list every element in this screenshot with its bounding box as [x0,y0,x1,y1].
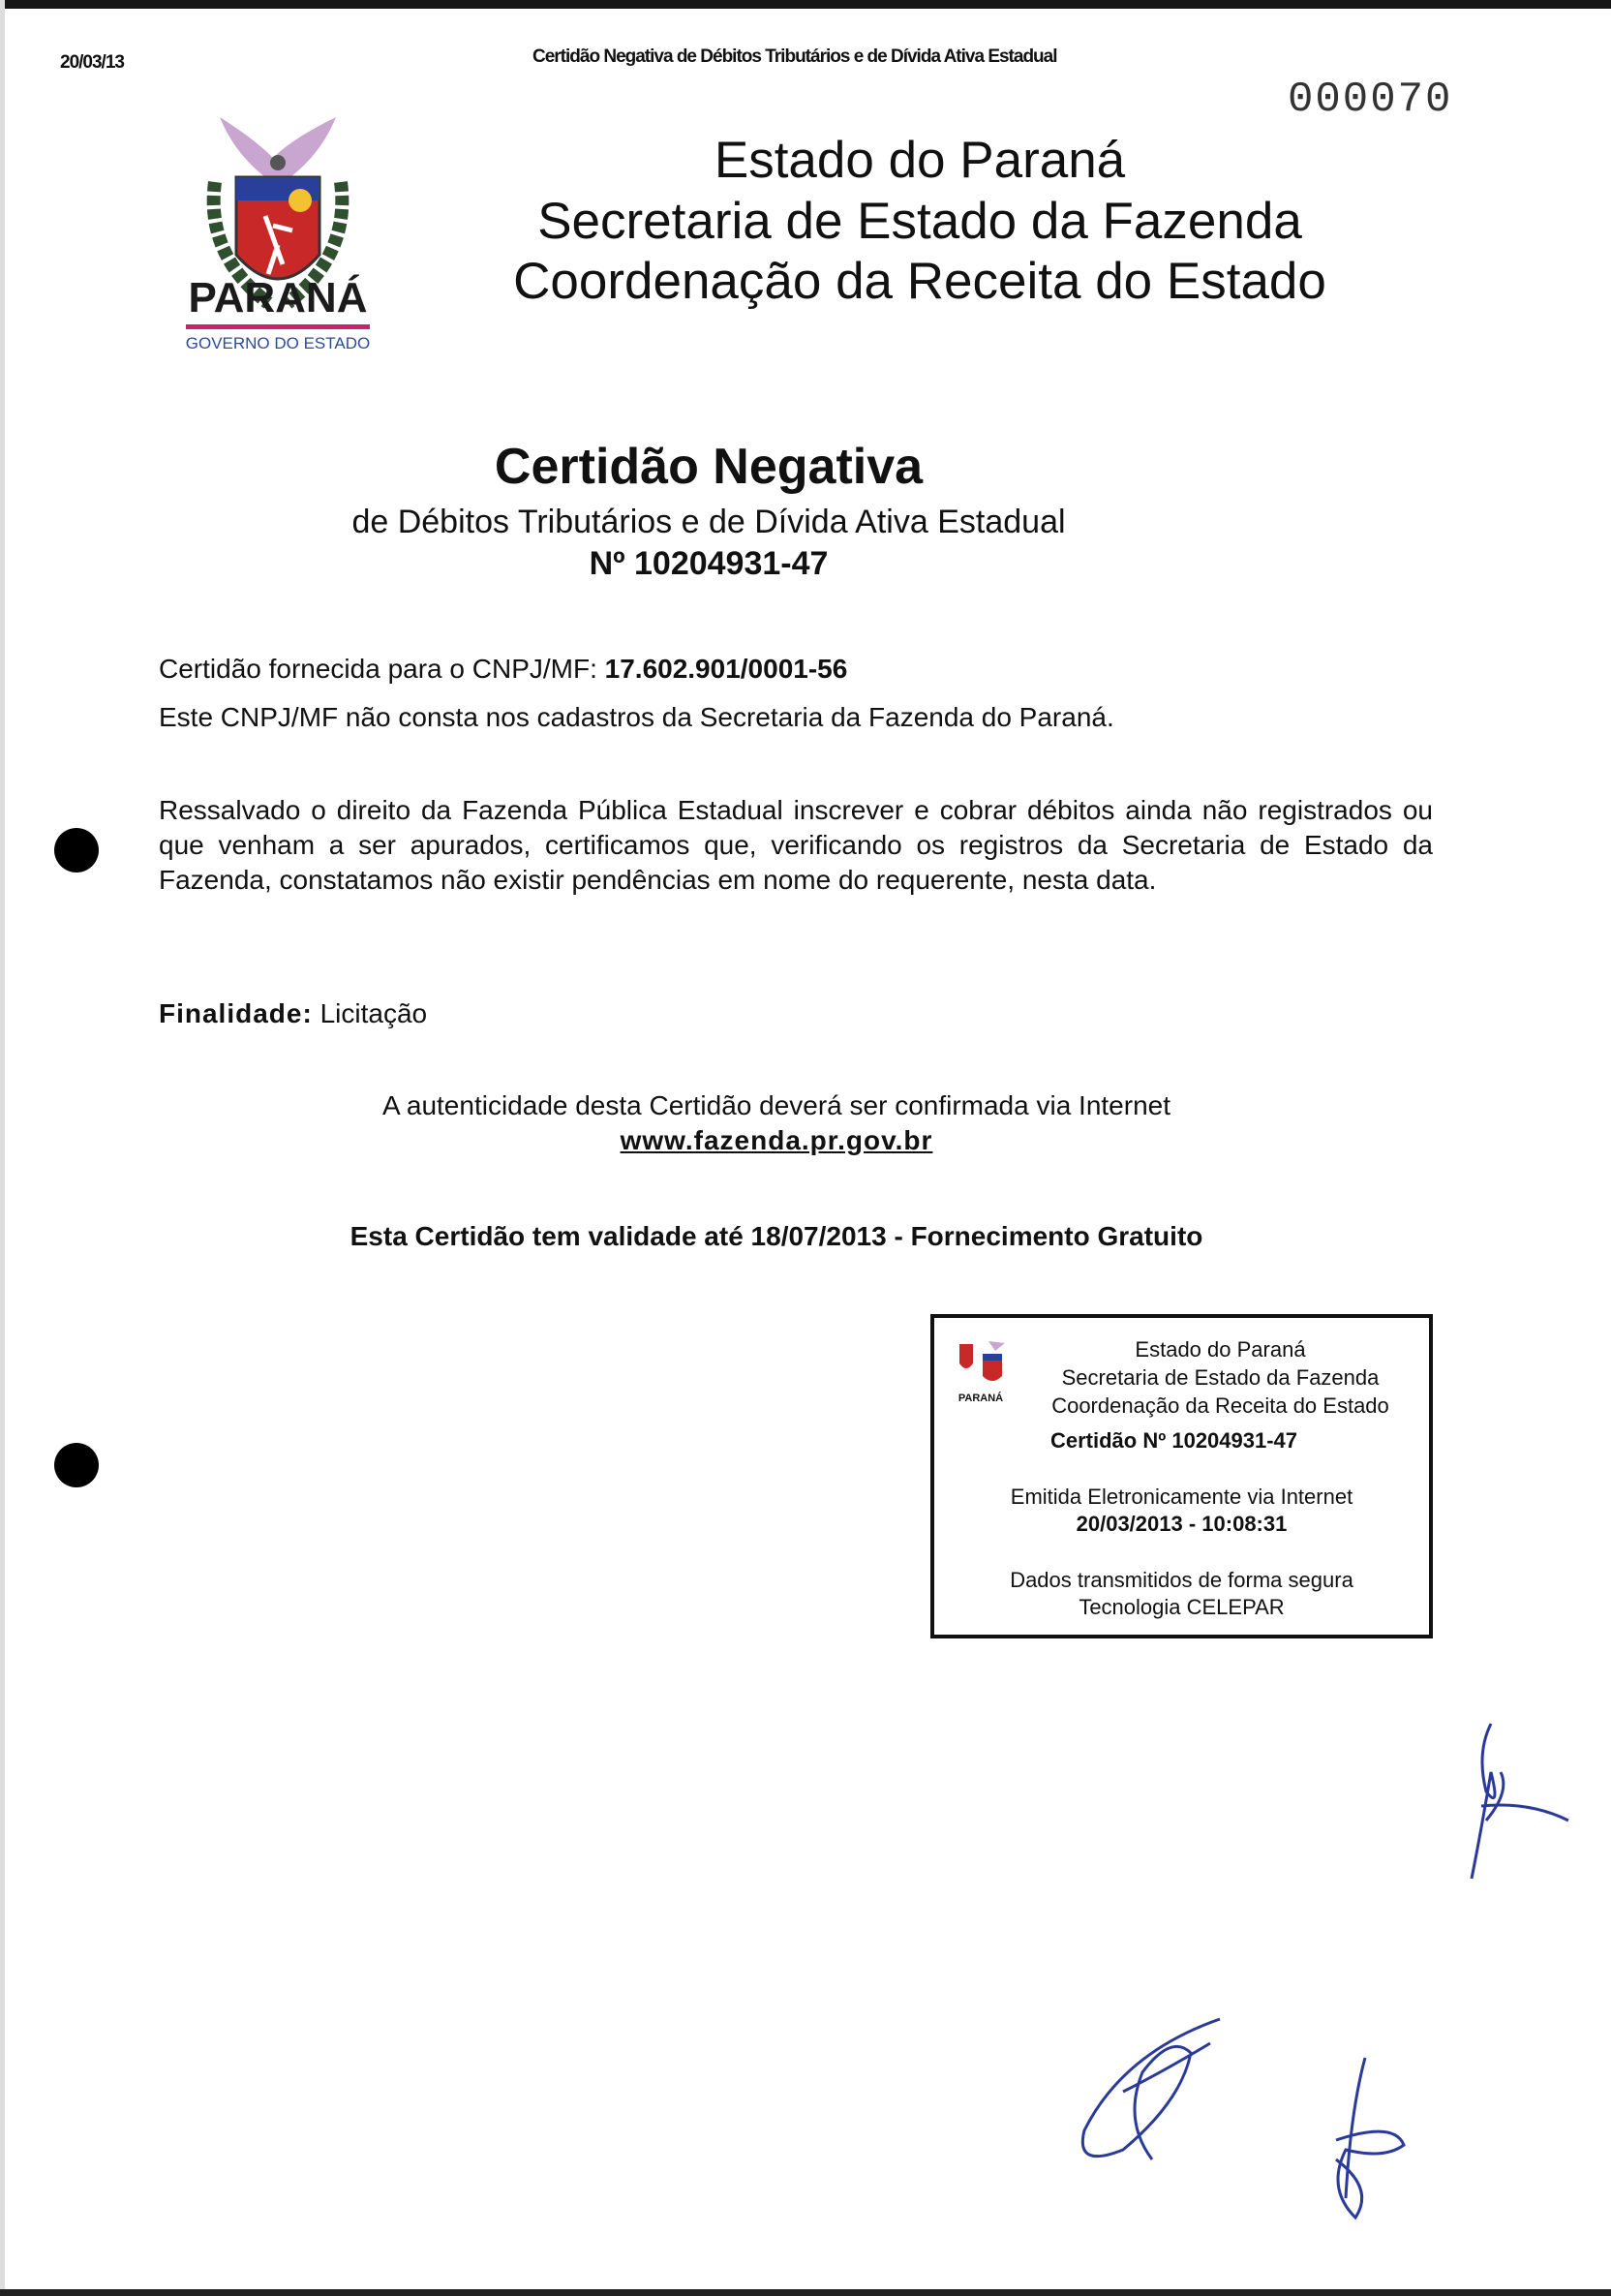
certificate-title: Certidão Negativa [494,439,924,495]
scan-top-edge [0,0,1611,9]
stamp-line-1: Estado do Paraná [1135,1337,1306,1362]
validity-note: Esta Certidão tem validade até 18/07/2013 - Fornecimento Gratuito [350,1221,1203,1251]
stamp-logo-text: PARANÁ [957,1393,1004,1404]
stamp-secure: Dados transmitidos de forma segura [1010,1568,1353,1592]
purpose-value: Licitação [319,998,428,1028]
stamp-cert-number: Certidão Nº 10204931-47 [1049,1428,1298,1453]
electronic-issue-stamp [930,1314,1433,1638]
scan-bottom-edge [0,2289,1611,2296]
binder-hole [54,1443,99,1487]
purpose-label: Finalidade: [159,998,313,1028]
cnpj-line [159,652,1433,687]
cnpj-label: Certidão fornecida para o CNPJ/MF: [159,654,605,684]
cnpj-value: 17.602.901/0001-56 [604,654,848,684]
handwritten-initial [1297,2053,1423,2227]
stamp-tech: Tecnologia CELEPAR [1079,1595,1285,1619]
handwritten-initial [1452,1714,1597,1888]
parana-coat-of-arms-logo [176,109,380,361]
logo-name: PARANÁ [188,274,368,321]
agency-line-3: Coordenação da Receita do Estado [513,253,1326,310]
certificate-number: Nº 10204931-47 [589,545,829,582]
stamp-issued: Emitida Eletronicamente via Internet [1010,1485,1353,1509]
purpose-line [159,996,1433,1031]
stamp-line-3: Coordenação da Receita do Estado [1051,1393,1389,1418]
print-date: 20/03/13 [60,52,124,73]
certificate-subtitle: de Débitos Tributários e de Dívida Ativa Estadual [351,504,1066,540]
stamp-line-2: Secretaria de Estado da Fazenda [1061,1365,1380,1390]
authenticity-note: A autenticidade desta Certidão deverá ser confirmada via Internet [381,1090,1171,1120]
agency-line-1: Estado do Paraná [714,132,1126,189]
page-number-stamp: 000070 [1288,76,1453,124]
binder-hole [54,828,99,872]
stamp-datetime: 20/03/2013 - 10:08:31 [1076,1512,1288,1536]
handwritten-signature [1065,2014,1249,2179]
cnpj-note: Este CNPJ/MF não consta nos cadastros da Secretaria da Fazenda do Paraná. [159,702,1114,732]
certification-paragraph: Ressalvado o direito da Fazenda Pública Estadual inscrever e cobrar débitos ainda não registrados ou que venham a ser apurados, certificamos que, verificando os registros da Secretaria de Estado da Fazenda, constatamos não existir pendências em nome do requerente, nesta data. [159,795,1433,895]
verification-link[interactable]: www.fazenda.pr.gov.br [620,1125,933,1155]
logo-subtitle: GOVERNO DO ESTADO [185,334,371,352]
agency-line-2: Secretaria de Estado da Fazenda [537,193,1302,250]
print-header-title: Certidão Negativa de Débitos Tributários e de Dívida Ativa Estadual [532,46,1057,67]
